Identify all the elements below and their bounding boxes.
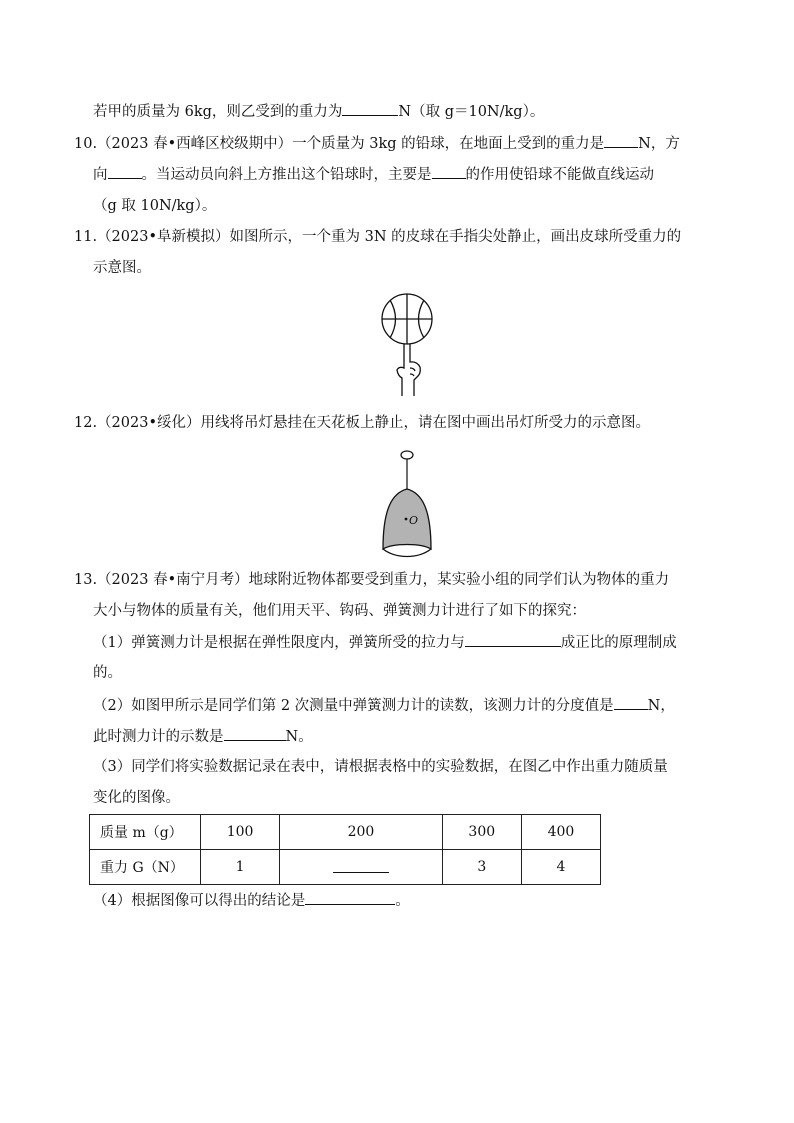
q10-line1 xyxy=(74,133,680,154)
hand-icon xyxy=(397,344,420,396)
q13-line2 xyxy=(93,601,586,621)
q12-line1 xyxy=(74,413,650,433)
q13-p1-c: 的。 xyxy=(93,665,122,681)
table-cell: 200 xyxy=(280,815,443,850)
q9-blank[interactable] xyxy=(342,101,398,116)
q13-p4-a: （4）根据图像可以得出的结论是 xyxy=(93,893,306,909)
q9-line xyxy=(93,101,544,122)
table-cell: 300 xyxy=(442,815,521,850)
point-o-label: O xyxy=(409,514,419,527)
q13-p2-blank-reading[interactable] xyxy=(224,726,286,741)
q13-p4-b: 。 xyxy=(395,893,410,909)
q13-p2-b: N， xyxy=(647,698,675,714)
q13-p3-a: （3）同学们将实验数据记录在表中，请根据表格中的实验数据，在图乙中作出重力随质量 xyxy=(93,759,668,775)
q13-part2-line1 xyxy=(93,695,675,716)
q13-part3-line2 xyxy=(93,788,180,808)
q13-part1-line1 xyxy=(93,632,677,653)
q10-line3 xyxy=(93,196,216,216)
table-cell: 4 xyxy=(521,850,600,885)
table-cell: 1 xyxy=(201,850,280,885)
q13-p2-c: 此时测力计的示数是 xyxy=(93,729,224,745)
center-point xyxy=(405,518,408,521)
q13-p1-blank[interactable] xyxy=(465,632,561,647)
q10-blank-weight[interactable] xyxy=(604,133,638,148)
q13-part1-line2 xyxy=(93,663,122,683)
q13-part4-line xyxy=(93,890,410,911)
q13-p2-a: （2）如图甲所示是同学们第 2 次测量中弹簧测力计的读数，该测力计的分度值是 xyxy=(93,698,614,714)
q10-blank-force[interactable] xyxy=(432,164,466,179)
data-table xyxy=(89,814,601,885)
q13-text2: 大小与物体的质量有关，他们用天平、钩码、弹簧测力计进行了如下的探究： xyxy=(93,603,586,619)
ball-on-finger-figure xyxy=(375,288,439,400)
table-cell: 100 xyxy=(201,815,280,850)
q9-text-end: N（取 g＝10N/kg）。 xyxy=(398,104,545,120)
table-cell: 3 xyxy=(442,850,521,885)
q10-text-c: 向 xyxy=(93,167,108,183)
q13-part3-line1 xyxy=(93,757,668,777)
q13-part2-line2 xyxy=(93,726,313,747)
table-row-mass xyxy=(90,815,601,850)
q11-line2 xyxy=(93,258,151,278)
q9-text: 若甲的质量为 6kg，则乙受到的重力为 xyxy=(93,104,343,120)
basketball-icon xyxy=(382,294,432,344)
row-header-weight: 重力 G（N） xyxy=(90,850,201,885)
q13-p3-b: 变化的图像。 xyxy=(93,790,180,806)
lamp-bottom-rim xyxy=(383,549,431,557)
table-cell-blank[interactable] xyxy=(280,850,443,885)
q13-p2-blank-division[interactable] xyxy=(614,695,648,710)
q10-text-e: 的作用使铅球不能做直线运动 xyxy=(465,167,654,183)
table-blank[interactable] xyxy=(333,858,389,873)
q10-line2 xyxy=(93,164,654,185)
q11-text: 11.（2023•阜新模拟）如图所示，一个重为 3N 的皮球在手指尖处静止，画出皮球所受重力的 xyxy=(74,229,682,245)
table-cell: 400 xyxy=(521,815,600,850)
q13-text1: 13.（2023 春•南宁月考）地球附近物体都要受到重力，某实验小组的同学们认为物体的重力 xyxy=(74,572,670,588)
q12-text: 12.（2023•绥化）用线将吊灯悬挂在天花板上静止，请在图中画出吊灯所受力的示意图。 xyxy=(74,415,651,431)
q10-text-a: 10.（2023 春•西峰区校级期中）一个质量为 3kg 的铅球，在地面上受到的重力是 xyxy=(74,136,605,152)
q13-p2-d: N。 xyxy=(285,729,313,745)
q10-blank-direction[interactable] xyxy=(108,164,142,179)
q13-p1-a: （1）弹簧测力计是根据在弹性限度内，弹簧所受的拉力与 xyxy=(93,635,465,651)
q11-text2: 示意图。 xyxy=(93,260,151,276)
row-header-mass: 质量 m（g） xyxy=(90,815,201,850)
q10-text-f: （g 取 10N/kg）。 xyxy=(93,198,217,214)
q11-line1 xyxy=(74,227,681,247)
q13-line1 xyxy=(74,570,669,590)
table-row-weight xyxy=(90,850,601,885)
ceiling-hook-icon xyxy=(401,451,413,459)
hanging-lamp-figure xyxy=(378,447,436,559)
q10-text-d: 。当运动员向斜上方推出这个铅球时，主要是 xyxy=(141,167,432,183)
q13-p1-b: 成正比的原理制成 xyxy=(560,635,677,651)
q13-p4-blank[interactable] xyxy=(305,890,395,905)
q10-text-b: N，方 xyxy=(638,136,680,152)
